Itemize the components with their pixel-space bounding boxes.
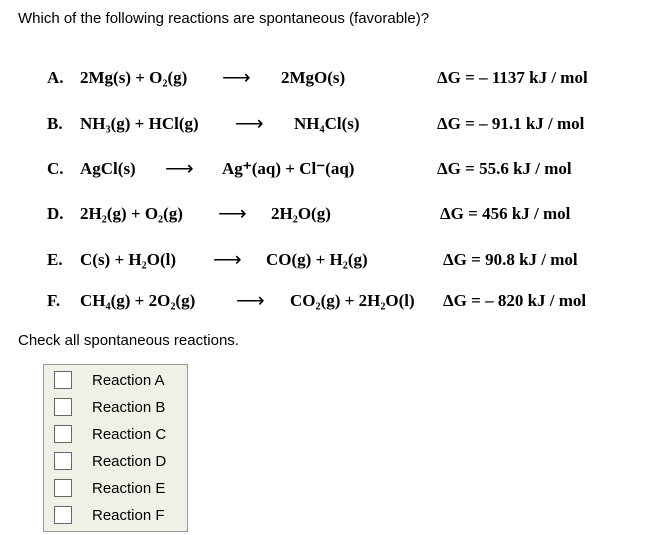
checkbox-reaction-a[interactable]	[54, 371, 72, 389]
option-label[interactable]: Reaction B	[92, 399, 166, 416]
checkbox-reaction-c[interactable]	[54, 425, 72, 443]
reaction-letter: D.	[47, 204, 64, 223]
reaction-letter: F.	[47, 291, 61, 310]
reaction-row-d	[0, 198, 653, 232]
question-text: Which of the following reactions are spontaneous (favorable)?	[18, 10, 430, 27]
reaction-letter: E.	[47, 250, 63, 269]
option-label[interactable]: Reaction D	[92, 453, 167, 470]
reaction-products: NH₄Cl(s)	[294, 114, 360, 133]
checkbox-group	[43, 364, 188, 532]
option-reaction-b[interactable]	[44, 395, 189, 421]
reaction-products: 2H₂O(g)	[271, 204, 331, 223]
delta-g-value: ΔG = 55.6 kJ / mol	[437, 159, 572, 178]
reaction-arrow-icon: ⟶	[235, 113, 264, 135]
reaction-row-a	[0, 62, 653, 96]
reaction-arrow-icon: ⟶	[165, 158, 194, 180]
checkbox-reaction-f[interactable]	[54, 506, 72, 524]
reaction-products: Ag⁺(aq) + Cl⁻(aq)	[222, 159, 355, 178]
reaction-row-c	[0, 153, 653, 187]
delta-g-value: ΔG = – 820 kJ / mol	[443, 291, 587, 310]
reaction-arrow-icon: ⟶	[236, 290, 265, 312]
option-label[interactable]: Reaction F	[92, 507, 165, 524]
reaction-products: 2MgO(s)	[281, 68, 346, 87]
option-reaction-a[interactable]	[44, 368, 189, 394]
checkbox-reaction-e[interactable]	[54, 479, 72, 497]
reaction-reactants: 2H₂(g) + O₂(g)	[80, 204, 183, 223]
option-label[interactable]: Reaction E	[92, 480, 166, 497]
reaction-reactants: C(s) + H₂O(l)	[80, 250, 176, 269]
delta-g-value: ΔG = 90.8 kJ / mol	[443, 250, 578, 269]
delta-g-value: ΔG = – 91.1 kJ / mol	[437, 114, 585, 133]
reaction-row-b	[0, 108, 653, 142]
reaction-products: CO₂(g) + 2H₂O(l)	[290, 291, 415, 310]
option-reaction-d[interactable]	[44, 449, 189, 475]
reaction-letter: B.	[47, 114, 63, 133]
option-reaction-c[interactable]	[44, 422, 189, 448]
reaction-reactants: NH₃(g) + HCl(g)	[80, 114, 199, 133]
reaction-reactants: CH₄(g) + 2O₂(g)	[80, 291, 196, 310]
reaction-letter: A.	[47, 68, 64, 87]
option-reaction-e[interactable]	[44, 476, 189, 502]
reaction-row-e	[0, 244, 653, 278]
delta-g-value: ΔG = 456 kJ / mol	[440, 204, 571, 223]
reaction-reactants: AgCl(s)	[80, 159, 136, 178]
instruction-text: Check all spontaneous reactions.	[18, 332, 239, 349]
reaction-products: CO(g) + H₂(g)	[266, 250, 368, 269]
reaction-arrow-icon: ⟶	[222, 67, 251, 89]
reaction-arrow-icon: ⟶	[218, 203, 247, 225]
option-reaction-f[interactable]	[44, 503, 189, 529]
checkbox-reaction-b[interactable]	[54, 398, 72, 416]
reaction-reactants: 2Mg(s) + O₂(g)	[80, 68, 188, 87]
reaction-letter: C.	[47, 159, 64, 178]
reaction-arrow-icon: ⟶	[213, 249, 242, 271]
option-label[interactable]: Reaction A	[92, 372, 165, 389]
delta-g-value: ΔG = – 1137 kJ / mol	[437, 68, 588, 87]
checkbox-reaction-d[interactable]	[54, 452, 72, 470]
reaction-row-f	[0, 285, 653, 319]
option-label[interactable]: Reaction C	[92, 426, 167, 443]
